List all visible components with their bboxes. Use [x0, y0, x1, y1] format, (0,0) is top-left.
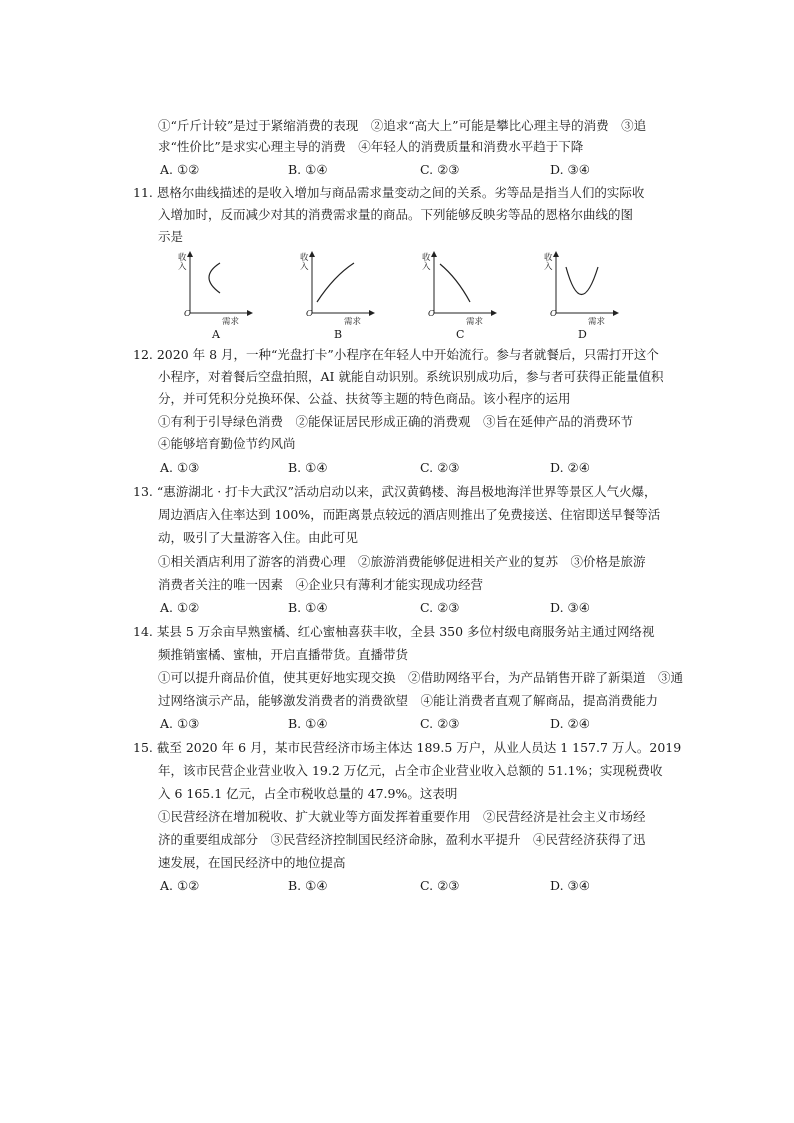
q10-options-line-1: ①“斤斤计较”是过于紧缩消费的表现 ②追求“高大上”可能是攀比心理主导的消费 ③追	[158, 118, 647, 133]
q12-choices	[158, 460, 628, 476]
graph-d-curve	[566, 267, 598, 295]
q13-options-line-2: 消费者关注的唯一因素 ④企业只有薄利才能实现成功经营	[158, 577, 484, 592]
q15-options-line-2: 济的重要组成部分 ③民营经济控制国民经济命脉，盈利水平提升 ④民营经济获得了迅	[158, 832, 646, 847]
graph-a-origin: O	[184, 309, 191, 319]
q14-choice-a[interactable]: A. ①③	[160, 716, 200, 731]
q14-choice-b[interactable]: B. ①④	[288, 716, 328, 731]
q11-stem-line-3: 示是	[158, 229, 184, 244]
graph-c-ylabel: 收入	[422, 253, 431, 272]
graph-d-origin: O	[550, 309, 557, 319]
q12-options-line-1: ①有利于引导绿色消费 ②能保证居民形成正确的消费观 ③旨在延伸产品的消费环节	[158, 414, 634, 429]
q13-choices	[158, 600, 628, 616]
graph-c[interactable]	[414, 250, 504, 345]
q14-stem-line-1: 14. 某县 5 万余亩早熟蜜橘、红心蜜柚喜获丰收，全县 350 多位村级电商服务站主通过网络视	[133, 624, 655, 639]
q10-choice-d[interactable]: D. ③④	[550, 162, 590, 177]
q10-options-line-2: 求“性价比”是求实心理主导的消费 ④年轻人的消费质量和消费水平趋于下降	[158, 139, 584, 154]
q13-choice-c[interactable]: C. ②③	[420, 600, 460, 615]
q13-stem-line-2: 周边酒店入住率达到 100%，而距离景点较远的酒店则推出了免费接送、住宿即送早餐等活	[158, 507, 661, 522]
q15-choice-b[interactable]: B. ①④	[288, 878, 328, 893]
graph-d-letter: D	[578, 328, 587, 341]
q13-choice-b[interactable]: B. ①④	[288, 600, 328, 615]
q12-stem-line-1: 12. 2020 年 8 月，一种“光盘打卡”小程序在年轻人中开始流行。参与者就餐后，只需打开这个	[133, 347, 659, 362]
graph-b-curve	[317, 263, 354, 302]
q15-stem-line-2: 年，该市民营企业营业收入 19.2 万亿元，占全市企业营业收入总额的 51.1%；实现税费收	[158, 763, 663, 778]
q14-choice-d[interactable]: D. ②④	[550, 716, 590, 731]
graph-c-letter: C	[456, 328, 465, 341]
q11-stem-line-2: 入增加时，反而减少对其的消费需求量的商品。下列能够反映劣等品的恩格尔曲线的图	[158, 207, 634, 222]
q10-choices	[158, 162, 628, 178]
q15-options-line-3: 速发展，在国民经济中的地位提高	[158, 855, 346, 870]
graph-c-xlabel: 需求	[466, 317, 484, 327]
q15-options-line-1: ①民营经济在增加税收、扩大就业等方面发挥着重要作用 ②民营经济是社会主义市场经	[158, 809, 646, 824]
graph-b-origin: O	[306, 309, 313, 319]
graph-a-letter: A	[212, 328, 220, 341]
graph-c-origin: O	[428, 309, 435, 319]
q12-stem-line-2: 小程序，对着餐后空盘拍照，AI 就能自动识别。系统识别成功后，参与者可获得正能量值积	[158, 369, 664, 384]
q10-choice-a[interactable]: A. ①②	[160, 162, 200, 177]
q14-choices	[158, 716, 628, 732]
q11-graphs	[170, 250, 630, 345]
q12-choice-b[interactable]: B. ①④	[288, 460, 328, 475]
q11-stem-line-1: 11. 恩格尔曲线描述的是收入增加与商品需求量变动之间的关系。劣等品是指当人们的实际收	[133, 185, 645, 200]
q12-choice-a[interactable]: A. ①③	[160, 460, 200, 475]
q13-stem-line-3: 动，吸引了大量游客入住。由此可见	[158, 530, 359, 545]
q15-choices	[158, 878, 628, 894]
graph-d-ylabel: 收入	[544, 253, 553, 272]
q15-choice-d[interactable]: D. ③④	[550, 878, 590, 893]
graph-b[interactable]	[292, 250, 382, 345]
q15-stem-line-1: 15. 截至 2020 年 6 月，某市民营经济市场主体达 189.5 万户，从业人员达 1 157.7 万人。2019	[133, 740, 682, 755]
q13-choice-d[interactable]: D. ③④	[550, 600, 590, 615]
q14-options-line-2: 过网络演示产品，能够激发消费者的消费欲望 ④能让消费者直观了解商品，提高消费能力	[158, 693, 659, 708]
q15-choice-a[interactable]: A. ①②	[160, 878, 200, 893]
graph-d[interactable]	[536, 250, 626, 345]
graph-b-ylabel: 收入	[300, 253, 309, 272]
graph-d-xlabel: 需求	[588, 317, 606, 327]
q12-choice-c[interactable]: C. ②③	[420, 460, 460, 475]
q12-options-line-2: ④能够培育勤俭节约风尚	[158, 436, 296, 451]
q13-choice-a[interactable]: A. ①②	[160, 600, 200, 615]
q14-stem-line-2: 频推销蜜橘、蜜柚，开启直播带货。直播带货	[158, 647, 409, 662]
q15-choice-c[interactable]: C. ②③	[420, 878, 460, 893]
graph-a-xlabel: 需求	[222, 317, 240, 327]
q13-options-line-1: ①相关酒店利用了游客的消费心理 ②旅游消费能够促进相关产业的复苏 ③价格是旅游	[158, 554, 646, 569]
q15-stem-line-3: 入 6 165.1 亿元，占全市税收总量的 47.9%。这表明	[158, 786, 458, 801]
q12-choice-d[interactable]: D. ②④	[550, 460, 590, 475]
graph-b-letter: B	[334, 328, 343, 341]
graph-a[interactable]	[170, 250, 260, 345]
graph-b-xlabel: 需求	[344, 317, 362, 327]
q10-choice-c[interactable]: C. ②③	[420, 162, 460, 177]
q14-choice-c[interactable]: C. ②③	[420, 716, 460, 731]
q12-stem-line-3: 分，并可凭积分兑换环保、公益、扶贫等主题的特色商品。该小程序的运用	[158, 391, 571, 406]
q10-choice-b[interactable]: B. ①④	[288, 162, 328, 177]
graph-a-ylabel: 收入	[178, 253, 187, 272]
q14-options-line-1: ①可以提升商品价值，使其更好地实现交换 ②借助网络平台，为产品销售开辟了新渠道 ③通	[158, 670, 684, 685]
graph-a-curve	[209, 263, 220, 293]
q13-stem-line-1: 13. “惠游湖北 · 打卡大武汉”活动启动以来，武汉黄鹤楼、海昌极地海洋世界等景区人气火爆，	[133, 484, 657, 499]
graph-c-curve	[440, 264, 470, 302]
